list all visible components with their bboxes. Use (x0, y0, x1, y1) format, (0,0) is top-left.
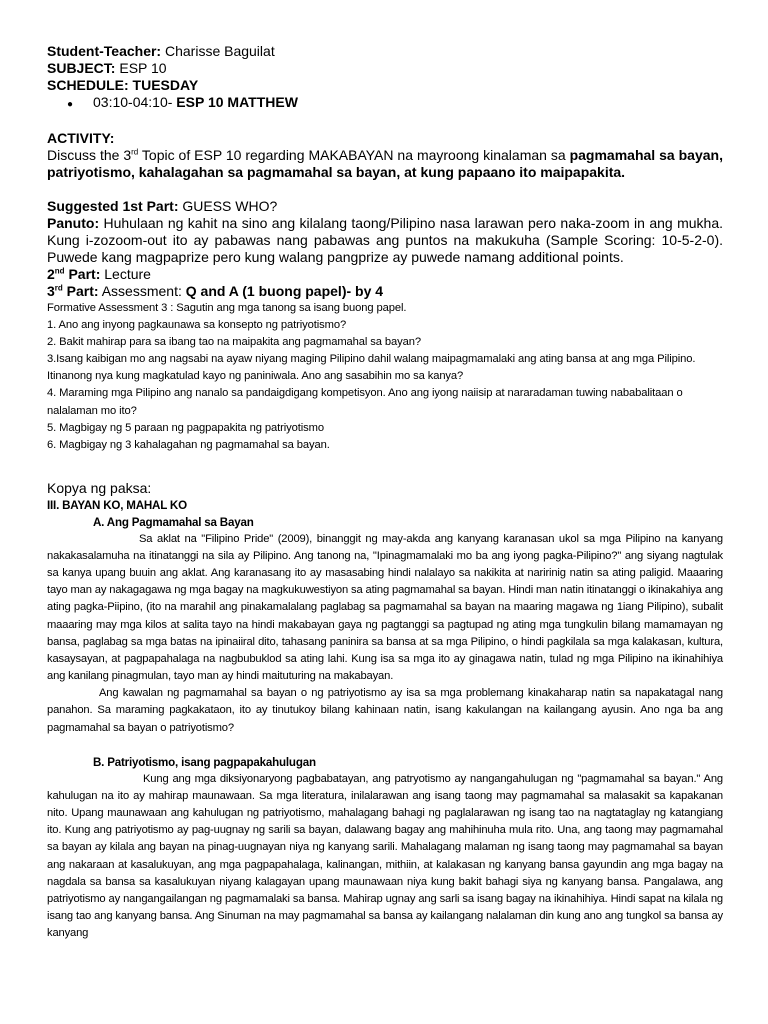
second-part-line: 2nd Part: Lecture (47, 266, 151, 282)
student-teacher-value: Charisse Baguilat (161, 43, 275, 59)
schedule-time: 03:10-04:10- (93, 94, 177, 110)
subsection-a-title: A. Ang Pagmamahal sa Bayan (93, 515, 254, 529)
subsection-b-title: B. Patriyotismo, isang pagpapakahulugan (93, 755, 316, 769)
student-teacher-line (47, 43, 723, 60)
subject-line (47, 60, 723, 77)
activity-text: Discuss the 3rd Topic of ESP 10 regarding MAKABAYAN na mayroong kinalaman sa pagmamahal sa bayan, patriyotismo, kahalagahan sa pagmamahal sa bayan, at kung papaano ito maipapakita. (47, 147, 723, 180)
first-part-value: GUESS WHO? (178, 198, 278, 214)
section-title: III. BAYAN KO, MAHAL KO (47, 498, 187, 512)
student-teacher-label: Student-Teacher: (47, 43, 162, 59)
assessment-intro: Formative Assessment 3 : Sagutin ang mga tanong sa isang buong papel. (47, 302, 407, 314)
paragraph-a2: Ang kawalan ng pagmamahal sa bayan o ng patriyotismo ay isa sa mga problemang kinakaharap natin sa napakatagal nang panahon. Sa maraming pagkakataon, ito ay tinutukoy bilang kahinaan natin, isang kakulangan na kailangang ayusin. Ano nga ba ang pagmamahal sa bayan o patriyotismo? (47, 687, 723, 734)
panuto-text: Huhulaan ng kahit na sino ang kilalang taong/Pilipino nasa larawan pero naka-zoom in ang mukha. Kung i-zozoom-out ito ay pabawas nang pabawas ang puntos na makukuha (Sample Scoring: 10-5-2-0). Puwede kang magpaprize pero kung walang pangprize ay puwede namang additional points. (47, 215, 723, 265)
question-item: 4. Maraming mga Pilipino ang nanalo sa pandaigdigang kompetisyon. Ano ang iyong naiisip at nararadaman tuwing nababalitaan o nalalaman mo ito? (47, 387, 683, 417)
subject-label: SUBJECT: (47, 60, 116, 76)
first-part-label: Suggested 1st Part: (47, 198, 179, 214)
activity-label: ACTIVITY: (47, 130, 115, 146)
paragraph-b1: Kung ang mga diksiyonaryong pagbabatayan, ang patryotismo ay nangangahulugan ng "pagmamahal sa bayan." Ang kahulugan na ito ay mahirap maunawaan. Sa mga literatura, inilalarawan ang isang taong may pagmamahal sa malasakit sa kapakanan nito. Upang maunawaan ang kahulugan ng patriyotismo, mahalagang bahagi ng paglalarawan ng isang tao na nagtataglay ng katangiang ito. Kung ang patriyotismo ay pag-uugnay ng sarili sa bayan, dalawang bagay ang mahihinuha mula rito. Una, ang taong may pagmamahal sa bayan ay kilala ang bayan na pinag-uugnayan niya ng kanyang sarili. Mahalagang malaman ng isang taong may pagmamahal sa bayan ang nakaraan at kasalukuyan, ang mga pagpapahalaga, kalinangan, mithiin, at kalakasan ng kanyang bansa gayundin ang mga bagay na nagdala sa bansa sa kasalukuyan niyang kalagayan upang maunawaan niya kung bakit bahagi siya ng kanyang bansa. Pangalawa, ang patriyotismo ay nangangailangan ng pagmamalaki sa bansa. Mahirap ugnay ang sarli sa isang bagay na ikinahihiya. Hindi sapat na kilala ng isang tao ang kanyang bansa. Ang Sinuman na may pagmamahal sa bansa ay kailangang nalalaman din kung ano ang tungkol sa bansa ay kanyang (47, 772, 723, 940)
paragraph-a1: Sa aklat na "Filipino Pride" (2009), binanggit ng may-akda ang kanyang karanasan ukol sa mga Pilipino na kanyang nakakasalamuha na itinatanggi na sila ay Pilipino. Ang tanong na, "Ipinagmamalaki mo ba ang iyong pagka-Pilipino?" ang siyang nagtulak sa kanya upang buuin ang aklat. Ang karanasang ito ay masasabing hindi nalalayo sa nakikita at naririnig natin sa ating paligid. Maaaring tayo man ay nakagagawa ng mga bagay na magkukuwestiyon sa ating pagmamahal sa bayan. Hindi man natin itinatanggi o ikinakahiya ang ating pagka-Piipino, (ito na marahil ang pinakamalalang paglabag sa pagmamahal sa bayan na maaring magawa ng 1iang Pilipino), subalit maaaring may mga kilos at salita tayo na hindi makabayan gaya ng pagtanggi sa pagtupad ng ating mga tungkulin bilang mamamayan ng bansa, paglabag sa mga batas na ipinaiiral dito, tahasang paninira sa bansa at sa mga Pilipino, o hindi pagkilala sa mga kalakasan, kultura, kasaysayan, at pagpapahalaga na nagbubuklod sa ating lahi. Kung isa sa mga ito ay ginagawa natin, tulad ng mga Pilipino na ikinahihiya ang kanilang pinagmulan, tayo man ay hindi maituturing na makabayan. (47, 532, 723, 683)
document-page (47, 43, 723, 942)
first-part-line (47, 198, 723, 215)
copy-label: Kopya ng paksa: (47, 479, 152, 496)
third-part-line: 3rd Part: Assessment: Q and A (1 buong papel)- by 4 (47, 283, 384, 299)
schedule-class: ESP 10 MATTHEW (176, 94, 298, 110)
panuto-label: Panuto: (47, 215, 100, 231)
question-item: 5. Magbigay ng 5 paraan ng pagpapakita ng patriyotismo (47, 421, 324, 434)
subject-value: ESP 10 (115, 60, 167, 76)
panuto-paragraph (47, 215, 723, 266)
question-item: 2. Bakit mahirap para sa ibang tao na maipakita ang pagmamahal sa bayan? (47, 336, 422, 349)
schedule-bullet (47, 94, 723, 113)
question-item: 3.Isang kaibigan mo ang nagsabi na ayaw niyang maging Pilipino dahil walang maipagmamalaki ang ating bansa at ang mga Pilipino. Itinanong nya kung magkatulad kayo ng paniniwala. Ano ang sasabihin mo sa kanya? (47, 353, 696, 383)
schedule-line: SCHEDULE: TUESDAY (47, 77, 199, 93)
bullet-icon: ● (67, 99, 74, 110)
question-item: 6. Magbigay ng 3 kahalagahan ng pagmamahal sa bayan. (47, 438, 330, 451)
question-item: 1. Ano ang inyong pagkaunawa sa konsepto ng patriyotismo? (47, 319, 347, 332)
